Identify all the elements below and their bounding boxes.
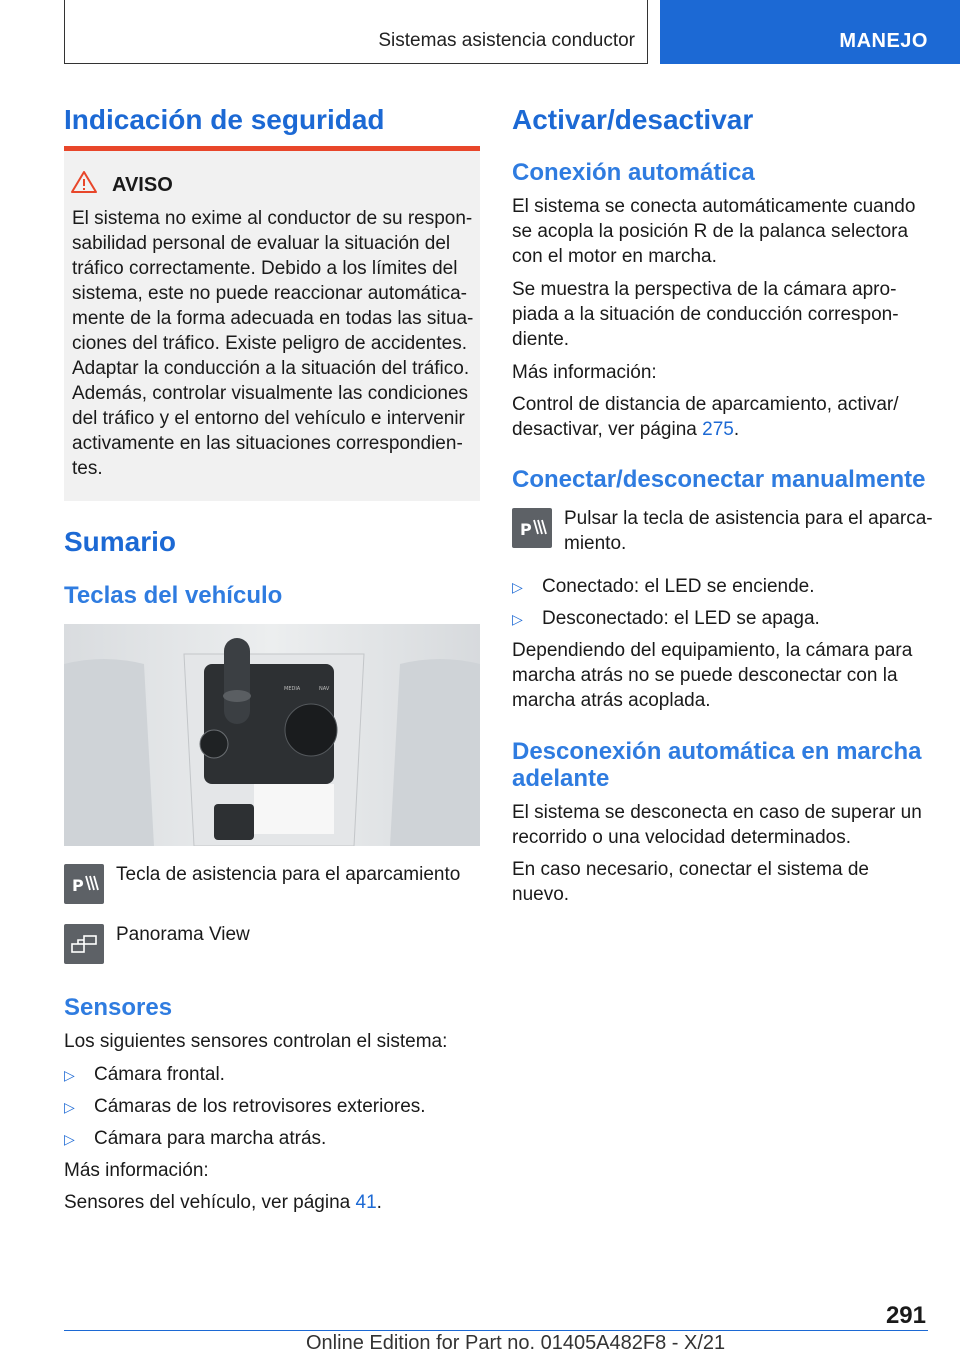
warning-triangle-icon	[70, 170, 98, 194]
sensor-item: ▷ Cámara frontal.	[64, 1062, 225, 1088]
reconnect-text: En caso necesario, conectar el sistema de nuevo.	[512, 859, 869, 905]
heading-auto-disconnect-1: Desconexión automática en marcha	[512, 738, 922, 765]
heading-vehicle-keys: Teclas del vehículo	[64, 582, 283, 609]
key-item-panorama-label: Panorama View	[116, 924, 250, 945]
svg-text:P: P	[520, 520, 532, 539]
heading-sensors: Sensores	[64, 994, 173, 1021]
more-info-pdc: Control de distancia de aparcamiento, activar/ desactivar, ver página 275.	[512, 394, 899, 440]
chapter-tab[interactable]	[660, 0, 960, 64]
heading-safety: Indicación de seguridad	[64, 104, 385, 135]
more-info-sensors: Sensores del vehículo, ver página 41.	[64, 1192, 382, 1213]
svg-text:NAV: NAV	[319, 686, 330, 692]
page-number: 291	[885, 1302, 926, 1329]
parking-assist-icon	[64, 864, 104, 904]
section-title: Sistemas asistencia conductor	[378, 30, 635, 51]
edition-text: Online Edition for Part no. 01405A482F8 - X/21	[306, 1332, 726, 1354]
heading-auto-disconnect-2: adelante	[512, 765, 610, 792]
warning-label: AVISO	[112, 174, 173, 196]
bullet-triangle-icon: ▷	[512, 579, 523, 595]
manual-text: Pulsar la tecla de asistencia para el aparca- miento.	[564, 508, 933, 554]
warning-text: El sistema no exime al conductor de su respon- sabilidad personal de evaluar la situación del tráfico correctamente. Debido a los límites del sistema, este no puede reaccionar automática- mente de la forma adecuada en todas las situa- ciones del tráfico. Existe peligro de accidentes. Adaptar la conducción a la situación del tráfico. Además, controlar visualmente las condiciones del tráfico y el entorno del vehículo e intervenir activamente en las situaciones correspondien- tes.	[72, 208, 474, 479]
state-item: ▷ Conectado: el LED se enciende.	[512, 574, 815, 600]
sensors-intro: Los siguientes sensores controlan el sistema:	[64, 1031, 448, 1052]
parking-assist-icon	[512, 508, 552, 548]
more-info-label-right: Más información:	[512, 362, 657, 383]
equipment-text: Dependiendo del equipamiento, la cámara para marcha atrás no se puede desconectar con la marcha atrás acoplada.	[512, 640, 913, 711]
center-console-photo	[64, 624, 480, 846]
heading-activate: Activar/desactivar	[512, 104, 754, 135]
perspective-text: Se muestra la perspectiva de la cámara apro- piada a la situación de conducción correspon- diente.	[512, 279, 899, 350]
footer-divider	[64, 1330, 928, 1331]
more-info-label: Más información:	[64, 1160, 209, 1181]
header-section-box	[64, 0, 648, 64]
svg-text:MEDIA: MEDIA	[284, 686, 301, 692]
svg-text:P: P	[72, 876, 84, 895]
chapter-tab-label: MANEJO	[839, 30, 928, 52]
bullet-triangle-icon: ▷	[64, 1131, 75, 1147]
heading-auto-connect: Conexión automática	[512, 159, 755, 186]
sensor-item: ▷ Cámara para marcha atrás.	[64, 1126, 326, 1152]
page-link-275[interactable]: 275	[702, 419, 734, 440]
heading-manual: Conectar/desconectar manualmente	[512, 466, 926, 493]
auto-disconnect-text: El sistema se desconecta en caso de superar un recorrido o una velocidad determinados.	[512, 802, 922, 848]
auto-connect-text: El sistema se conecta automáticamente cuando se acopla la posición R de la palanca selectora con el motor en marcha.	[512, 196, 916, 267]
bullet-triangle-icon: ▷	[64, 1067, 75, 1083]
state-item: ▷ Desconectado: el LED se apaga.	[512, 606, 820, 632]
sensor-item: ▷ Cámaras de los retrovisores exteriores.	[64, 1094, 426, 1120]
bullet-triangle-icon: ▷	[64, 1099, 75, 1115]
page-link-41[interactable]: 41	[355, 1192, 377, 1213]
key-item-parking-label: Tecla de asistencia para el aparcamiento	[116, 864, 461, 885]
panorama-view-icon	[64, 924, 104, 964]
heading-summary: Sumario	[64, 526, 177, 557]
bullet-triangle-icon: ▷	[512, 611, 523, 627]
